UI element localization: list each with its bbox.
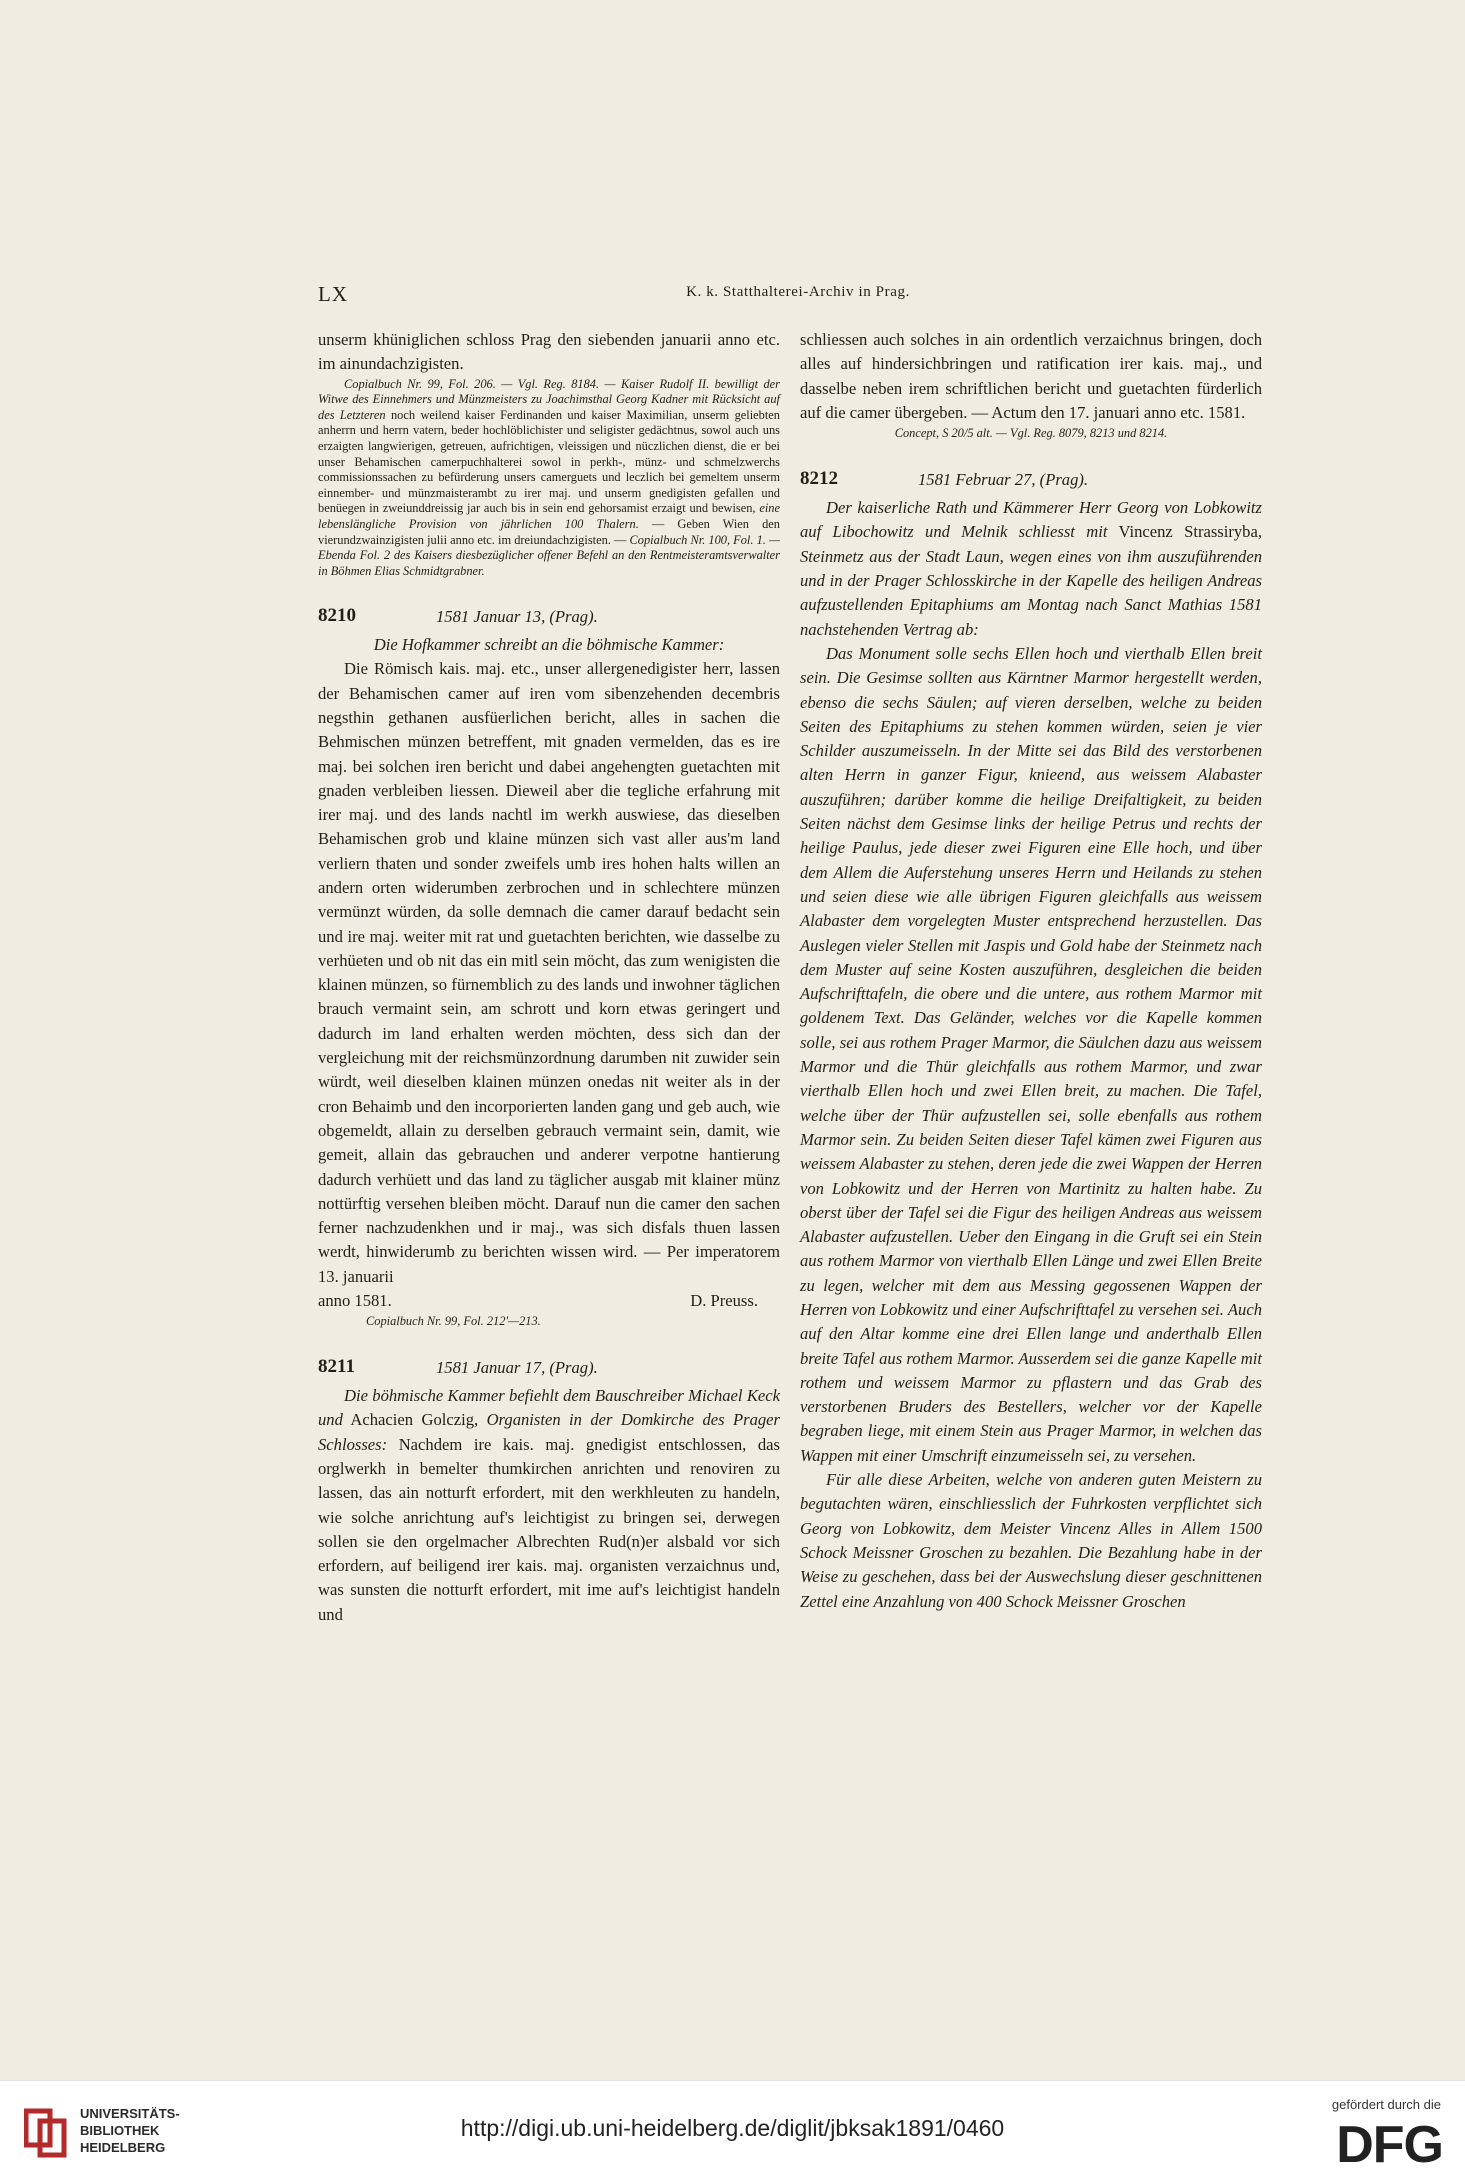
intro-italic: Steinmetz aus der Stadt Laun, wegen eines von ihm auszuführenden und in der Prager Schlosskirche in der Kapelle des heiligen Andreas aufzustellenden Epitaphiums am Montag nach Sanct Mathias 1581 nachstehenden Vertrag ab: xyxy=(800,546,1262,639)
page-header xyxy=(318,280,1278,310)
intro-name: Vincenz Strassiryba, xyxy=(1118,522,1262,542)
document-page xyxy=(300,270,1290,1740)
entry-number: 8210 xyxy=(318,605,356,627)
entry-paragraph: Für alle diese Arbeiten, welche von anderen guten Meistern zu begutachten wären, einschliesslich der Fuhrkosten verpflichtet sich Georg von Lobkowitz, dem Meister Vincenz Alles in Allem 1500 Schock Meissner Groschen zu bezahlen. Die Bezahlung habe in der Weise zu geschehen, dass bei der Auswechslung dieser geschnittenen Zettel eine Anzahlung von 400 Schock Meissner Groschen xyxy=(800,1470,1262,1611)
entry-text-8210: Die Römisch kais. maj. etc., unser allergenedigister herr, lassen der Behamischen camer auf iren vom sibenzehenden decembris negsthin gethanen ausfüerlichen bericht, alles in sachen die Behmischen münzen betreffent, mit gnaden vermelden, das es ire maj. bei solchen iren bericht und dabei angehengten guetachten mit gnaden verbleiben liessen. Dieweil aber die tegliche erfahrung mit irer maj. und des lands nachtl im werkh auswiese, das dieselben Behamischen grob und klaine münzen sich vast aller aus'm land verliern thaten und sonder zweifels umb ires hohen halts willen an andern orten widerumben zerbrochen und in schlechtere münzen vermünzt würden, da solle demnach die camer darauf bedacht sein und ire maj. weiter mit rat und guetachten berichten, wie dasselbe zu verhüeten und ob nit das ein mitl sein möcht, das zum wenigisten die klainen münzen, so fürnemblich zu des lands und inwohner täglichen brauch vermaint sein, am schrott und korn etwas geringert und dadurch im land erhalten werden möchten, dess sich dan der vergleichung mit der reichsmünzordnung darumben nit zuwider sein würdt, weil dieselben klainen münzen onedas nit weiter als in der cron Behaimb und den incorporierten landen gang und geb auch, wie obgemeldt, allain zu derselben gebrauch vermaint sein, damit, wie gemeit, allain das gebrauchen und anderer verpotne hantierung dadurch verhüett und das land zu täglicher ausgab mit klainer münz nottürftig versehen bleiben möcht. Darauf nun die camer den sachen ferner nachzudenkhen und ir maj., was sich disfals thuen lassen werdt, hinwiderumb zu berichten wissen wird. — Per imperatorem 13. januarii xyxy=(318,659,780,1286)
permalink-url[interactable]: http://digi.ub.uni-heidelberg.de/diglit/jbksak1891/0460 xyxy=(460,2115,1005,2141)
continuation-text: unserm khüniglichen schloss Prag den siebenden januarii anno etc. im ainundachzigisten. xyxy=(318,330,780,374)
entry-paragraph: Das Monument solle sechs Ellen hoch und vierthalb Ellen breit sein. Die Gesimse sollten aus Kärntner Marmor hergestellt werden, ebenso die sechs Säulen; auf vieren derselben, welche zu beiden Seiten des Epitaphiums zu stehen kommen würden, seien je vier Schilder auszumeisseln. In der Mitte sei das Bild des verstorbenen alten Herrn in ganzer Figur, knieend, aus weissem Alabaster auszuführen; darüber komme die heilige Dreifaltigkeit, zu beiden Seiten nächst dem Gesimse links der heilige Petrus und rechts der heilige Paulus, jede dieser zwei Figuren eine Elle hoch, und über dem Allem die Auferstehung unseres Herrn und Heilands zu stehen und seien diese wie alle übrigen Figuren gleichfalls aus weissem Alabaster dem vorgelegten Muster entsprechend herzustellen. Das Auslegen vieler Stellen mit Jaspis und Gold habe der Steinmetz nach dem Muster auf seine Kosten auszuführen, desgleichen die beiden Aufschrifttafeln, die obere und die untere, aus rothem Marmor mit goldenem Text. Das Geländer, welches vor die Kapelle kommen solle, sei aus rothem Prager Marmor, die Säulchen dazu aus weissem Marmor und die Thür gleichfalls aus rothem Marmor, und zwar vierthalb Ellen hoch und zwei Ellen breit, zu machen. Die Tafel, welche über der Thür aufzustellen sei, solle ebenfalls aus rothem Marmor sein. Zu beiden Seiten dieser Tafel kämen zwei Figuren aus weissem Alabaster zu stehen, deren jede die zwei Wappen der Herren von Lobkowitz und der Herren von Martinitz zu halten habe. Zu oberst über der Tafel sei die Figur des heiligen Andreas aus weissem Alabaster aufzustellen. Ueber den Eingang in die Gruft sei ein Stein aus rothem Marmor von vierthalb Ellen Länge und zwei Ellen Breite zu legen, welcher mit dem aus Messing gegossenen Wappen der Herren von Lobkowitz und einer Aufschrifttafel zu versehen sei. Auch auf den Altar komme eine drei Ellen lange und anderthalb Ellen breite Tafel aus rothem Marmor. Ausserdem sei die ganze Kapelle mit rothem und weissem Marmor zu pflastern und das Grab des verstorbenen Bruders des Bestellers, welcher vor der Kapelle begraben liege, mit einem Stein aus Prager Marmor, in welchen das Wappen mit einer Umschrift einzumeisseln sei, zu versehen. xyxy=(800,643,1262,1465)
signoff-author: D. Preuss. xyxy=(690,1291,758,1311)
continuation-source: Concept, S 20/5 alt. — Vgl. Reg. 8079, 8213 und 8214. xyxy=(894,426,1168,441)
entry-signoff xyxy=(318,1289,780,1313)
note-italic-b: eine lebenslängliche Provision von jährlichen 100 Thalern. xyxy=(318,501,780,531)
entry-heading-8210 xyxy=(318,605,780,629)
left-column xyxy=(318,328,780,1627)
note-roman-a: noch weilend kaiser Ferdinanden und kaiser Maximilian, unserm geliebten anherrn und herrn vatern, beder hochlöblichister und seligister gedächtnus, sowol auch uns erzaigten langwierigen, getreuen, aufrichtigen, vleissigen und nüczlichen dienst, die er bei unser Behamischen camerpuchhalterei sowol in perkh-, münz- und schmelzwerchs commissionssachen zu befürderung unsers camerguets und leczlich bei gemeltem unserm einnember- und münzmaisterambt zu irer maj. und unserm gnedigisten gefallen und benüegen in zweiunddreissig jar auch bis in sein end gehorsamist erzaigt und bewisen, xyxy=(318,407,780,516)
running-title: K. k. Statthalterei-Archiv in Prag. xyxy=(686,284,910,300)
footnote-8209 xyxy=(318,377,780,580)
library-line: HEIDELBERG xyxy=(80,2140,166,2155)
entry-number: 8211 xyxy=(318,1356,355,1378)
entry-date: 1581 Februar 27, (Prag). xyxy=(918,470,1089,490)
entry-text-8211 xyxy=(318,1384,780,1627)
entry-body: Nachdem ire kais. maj. gnedigist entschlossen, das orglwerkh in bemelter thumkirchen anrichten und renoviren zu lassen, das ain notturft erfordert, mit den werkhleuten zu handeln, wie solche anrichtung auf's leichtigist zu bringen sei, derwegen sollen sie den orgelmacher Albrechten Rud(n)er alsbald vor sich erfordern, auf beiligend irer kais. maj. organisten verzaichnus und, was sunsten die notturft erfordert, mit ime auf's leichtigist handeln und xyxy=(318,1434,780,1624)
entry-number: 8212 xyxy=(800,468,838,490)
funded-by-label: gefördert durch die xyxy=(1331,2097,1441,2112)
intro-italic: Der kaiserliche Rath und Kämmerer Herr Georg von Lobkowitz auf Libochowitz und Melnik schliesst mit xyxy=(800,498,1262,542)
note-italic-a: Copialbuch Nr. 99, Fol. 206. — Vgl. Reg. 8184. — Kaiser Rudolf II. bewilligt der Witwe des Einnehmers und Münzmeisters zu Joachimsthal Georg Kadner mit Rücksicht auf des Letzteren xyxy=(318,376,780,422)
entry-heading-8211 xyxy=(318,1356,780,1380)
note-roman-b: — Geben Wien den vierundzwainzigisten julii anno etc. im dreiundachzigisten. — xyxy=(318,516,780,547)
entry-source: Copialbuch Nr. 99, Fol. 212'—213. xyxy=(366,1314,541,1329)
signoff-date: anno 1581. xyxy=(318,1291,392,1311)
dfg-logo: DFG xyxy=(1336,2116,1443,2174)
library-line: UNIVERSITÄTS- xyxy=(80,2106,180,2121)
library-line: BIBLIOTHEK xyxy=(80,2123,160,2138)
viewer-footer xyxy=(0,2080,1465,2182)
entry-subheading: Die Hofkammer schreibt an die böhmische Kammer: xyxy=(373,635,725,655)
note-italic-c: Copialbuch Nr. 100, Fol. 1. — Ebenda Fol. 2 des Kaisers diesbezüglicher offener Befehl an den Rentmeisteramtsverwalter in Böhmen Elias Schmidtgrabner. xyxy=(318,532,780,578)
continuation-text: schliessen auch solches in ain ordentlich verzaichnus bringen, doch alles auf hindersichbringen und ratification irer kais. maj., und dasselbe neben irem schriftlichen bericht und guetachten fürderlich auf die camer übergeben. — Actum den 17. januari anno etc. 1581. xyxy=(800,330,1262,422)
entry-date: 1581 Januar 17, (Prag). xyxy=(436,1358,598,1378)
page-number: LX xyxy=(318,282,348,306)
entry-intro-8212 xyxy=(800,496,1262,642)
right-column xyxy=(800,328,1262,1614)
intro-italic: Die böhmische Kammer befiehlt dem Bauschreiber Michael Keck und xyxy=(318,1386,780,1430)
intro-name: Achacien Golczig, xyxy=(350,1410,479,1430)
intro-italic: Organisten in der Domkirche des Prager Schlosses: xyxy=(318,1410,780,1454)
entry-heading-8212 xyxy=(800,468,1262,492)
entry-date: 1581 Januar 13, (Prag). xyxy=(436,607,598,627)
